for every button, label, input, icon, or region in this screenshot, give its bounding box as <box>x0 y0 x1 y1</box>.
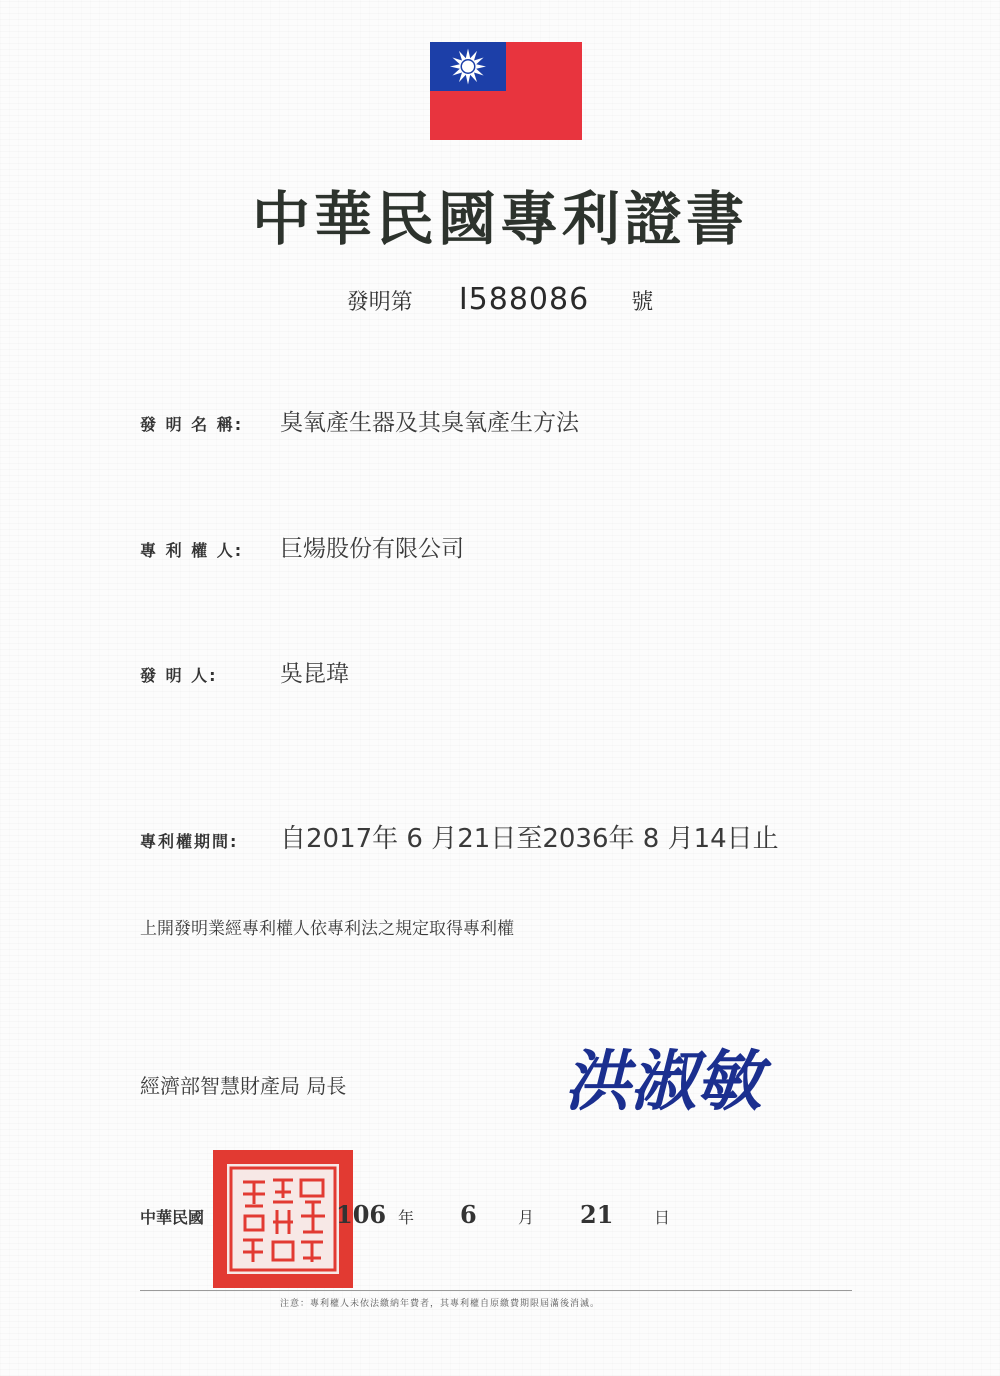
patent-number-suffix: 號 <box>631 290 654 315</box>
patent-term-label: 專利權期間: <box>140 832 239 851</box>
director-title: 經濟部智慧財產局 局長 <box>140 1074 347 1098</box>
inventor-value: 吳昆瑋 <box>280 661 349 687</box>
patentee-label: 專 利 權 人: <box>140 541 244 560</box>
patentee-field <box>140 530 464 563</box>
inventor-label: 發 明 人: <box>140 666 218 685</box>
certificate-title: 中華民國專利證書 <box>251 185 748 253</box>
footer-divider <box>140 1290 852 1291</box>
date-year: 106 <box>336 1200 387 1229</box>
patentee-value: 巨煬股份有限公司 <box>280 536 464 562</box>
director-signature <box>560 1032 800 1122</box>
date-year-unit: 年 <box>398 1208 415 1227</box>
date-month: 6 <box>460 1200 477 1229</box>
patent-number: I588086 <box>458 282 590 317</box>
patent-number-prefix: 發明第 <box>346 290 413 315</box>
invention-name-value: 臭氧產生器及其臭氧產生方法 <box>280 410 579 436</box>
inventor-field <box>140 655 349 688</box>
invention-name-field <box>140 404 579 437</box>
date-month-unit: 月 <box>518 1208 535 1227</box>
footnote: 注意：專利權人未依法繳納年費者，其專利權自原繳費期限屆滿後消滅。 <box>280 1299 601 1309</box>
patent-term-field <box>140 818 779 855</box>
date-day: 21 <box>580 1200 614 1229</box>
date-era: 中華民國 <box>140 1208 205 1227</box>
signature-text: 洪淑敏 <box>564 1042 762 1120</box>
invention-name-label: 發 明 名 稱: <box>140 415 244 434</box>
issue-date <box>140 1200 670 1229</box>
grant-statement: 上開發明業經專利權人依專利法之規定取得專利權 <box>140 919 514 939</box>
roc-flag-icon <box>430 42 582 140</box>
patent-term-value: 自2017年 6 月21日至2036年 8 月14日止 <box>280 824 779 854</box>
patent-number-line <box>0 282 1000 317</box>
date-day-unit: 日 <box>654 1208 671 1227</box>
